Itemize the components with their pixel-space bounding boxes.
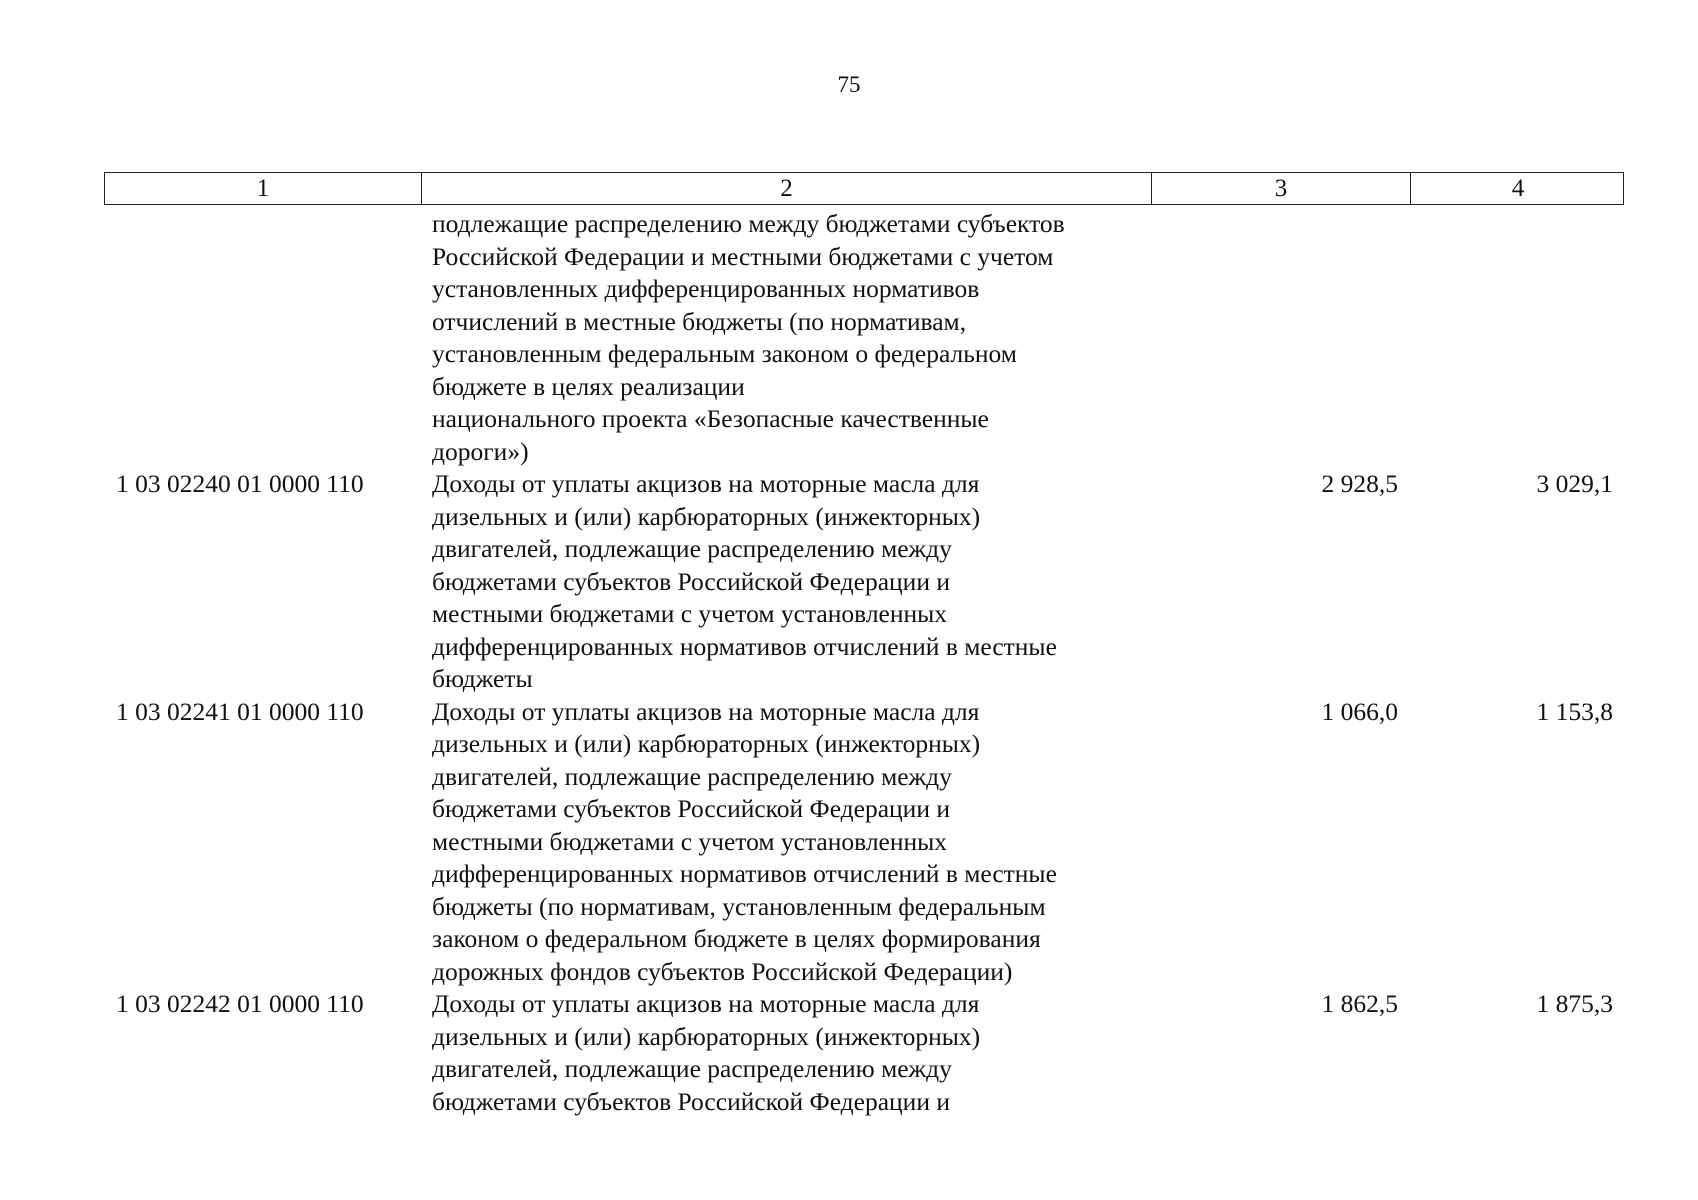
- description-line: дифференцированных нормативов отчислений в местные: [432, 859, 1057, 888]
- description-line: установленных дифференцированных нормативов: [432, 274, 980, 303]
- header-cell-col-2: 2: [421, 173, 1151, 204]
- table-row: [104, 208, 1624, 468]
- row-description: [420, 988, 1150, 1118]
- row-description: [420, 208, 1150, 468]
- budget-code: 1 03 02241 01 0000 110: [116, 696, 364, 726]
- description-line: двигателей, подлежащие распределению между: [432, 761, 952, 791]
- description-line: Доходы от уплаты акцизов на моторные масла для: [432, 696, 980, 726]
- description-line: бюджеты (по нормативам, установленным федеральным: [432, 891, 1046, 921]
- row-description: [420, 468, 1150, 696]
- table-header-row: [104, 172, 1624, 205]
- amount-col-3: 1 066,0: [1321, 696, 1398, 726]
- description-line: дизельных и (или) карбюраторных (инжекторных): [432, 1021, 981, 1051]
- header-cell-col-3: 3: [1151, 173, 1410, 204]
- amount-col-4: [1409, 208, 1624, 468]
- amount-col-3: 1 862,5: [1321, 989, 1398, 1018]
- description-line: местными бюджетами с учетом установленных: [432, 599, 948, 628]
- budget-code: 1 03 02240 01 0000 110: [116, 469, 364, 498]
- table-row: [104, 696, 1624, 989]
- description-line: подлежащие распределению между бюджетами субъектов: [432, 209, 1065, 238]
- description-line: Доходы от уплаты акцизов на моторные масла для: [432, 989, 980, 1018]
- description-line: дизельных и (или) карбюраторных (инжекторных): [432, 501, 981, 531]
- description-line: бюджеты: [432, 664, 533, 693]
- description-line: национального проекта «Безопасные качественные: [432, 404, 989, 433]
- description-line: дороги»): [432, 436, 529, 466]
- table-row: [104, 988, 1624, 1118]
- description-line: бюджетами субъектов Российской Федерации и: [432, 566, 950, 596]
- description-line: двигателей, подлежащие распределению между: [432, 1054, 952, 1083]
- description-line: бюджетами субъектов Российской Федерации и: [432, 1086, 950, 1116]
- amount-col-4: 1 153,8: [1536, 696, 1613, 726]
- header-cell-col-1: 1: [256, 175, 270, 202]
- amount-col-4: 1 875,3: [1536, 989, 1613, 1018]
- amount-col-4: 3 029,1: [1536, 469, 1613, 498]
- description-line: бюджете в целях реализации: [432, 371, 745, 401]
- row-description: [420, 696, 1150, 989]
- description-line: дорожных фондов субъектов Российской Федерации): [432, 956, 1013, 986]
- description-line: местными бюджетами с учетом установленных: [432, 826, 948, 856]
- table-row: [104, 468, 1624, 696]
- page-number: 75: [837, 72, 861, 97]
- description-line: отчислений в местные бюджеты (по нормативам,: [432, 306, 967, 336]
- description-line: дизельных и (или) карбюраторных (инжекторных): [432, 729, 981, 758]
- budget-code: [104, 208, 420, 468]
- description-line: законом о федеральном бюджете в целях формирования: [432, 924, 1041, 953]
- budget-code: 1 03 02242 01 0000 110: [116, 989, 364, 1018]
- description-line: дифференцированных нормативов отчислений в местные: [432, 631, 1057, 661]
- description-line: бюджетами субъектов Российской Федерации и: [432, 794, 950, 823]
- header-cell-col-4: 4: [1410, 173, 1625, 204]
- description-line: двигателей, подлежащие распределению между: [432, 534, 952, 563]
- table-body: [104, 208, 1624, 1118]
- description-line: Российской Федерации и местными бюджетами с учетом: [432, 241, 1054, 271]
- amount-col-3: 2 928,5: [1321, 469, 1398, 498]
- description-line: Доходы от уплаты акцизов на моторные масла для: [432, 469, 980, 498]
- amount-col-3: [1150, 208, 1409, 468]
- description-line: установленным федеральным законом о федеральном: [432, 339, 1017, 368]
